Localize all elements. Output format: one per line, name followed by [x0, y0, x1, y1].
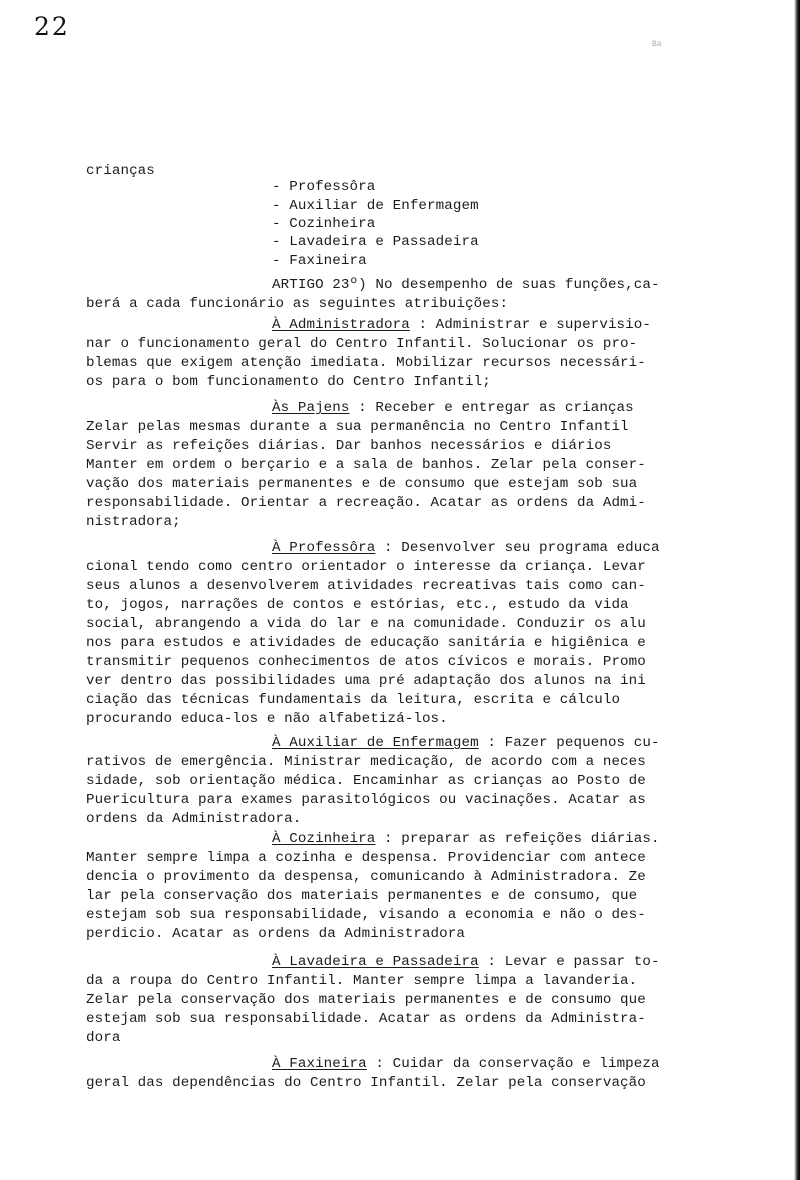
article-line: ARTIGO 23º) No desempenho de suas funções,ca-: [272, 277, 660, 293]
section-line: Manter em ordem o berçario e a sala de banhos. Zelar pela conser-: [86, 457, 646, 473]
section-line: sidade, sob orientação médica. Encaminhar as crianças ao Posto de: [86, 773, 646, 789]
role-item: - Professôra: [272, 179, 376, 195]
section-line: Manter sempre limpa a cozinha e despensa. Providenciar com antece: [86, 850, 646, 866]
section-line: lar pela conservação dos materiais permanentes e de consumo, que: [86, 888, 638, 904]
section-line: seus alunos a desenvolverem atividades recreativas tais como can-: [86, 578, 646, 594]
section-first-line: [272, 539, 660, 557]
section-first-line: [272, 953, 660, 971]
section-first-line: [272, 734, 660, 752]
section-heading: À Auxiliar de Enfermagem: [272, 735, 479, 751]
section-line: ordens da Administradora.: [86, 811, 302, 827]
role-item: - Faxineira: [272, 253, 367, 269]
section-line: dencia o provimento da despensa, comunicando à Administradora. Ze: [86, 869, 646, 885]
section-heading: À Professôra: [272, 540, 376, 556]
section-line: geral das dependências do Centro Infantil. Zelar pela conservação: [86, 1075, 646, 1091]
section-line: ciação das técnicas fundamentais da leitura, escrita e cálculo: [86, 692, 621, 708]
section-line: vação dos materiais permanentes e de consumo que estejam sob sua: [86, 476, 638, 492]
section-heading: À Cozinheira: [272, 831, 376, 847]
section-line: Servir as refeições diárias. Dar banhos necessários e diários: [86, 438, 612, 454]
section-first-line: [272, 316, 651, 334]
section-first-line: [272, 1055, 660, 1073]
section-line: transmitir pequenos conhecimentos de atos cívicos e morais. Promo: [86, 654, 646, 670]
section-line: estejam sob sua responsabilidade, visando a economia e não o des-: [86, 907, 646, 923]
section-line: rativos de emergência. Ministrar medicação, de acordo com a neces: [86, 754, 646, 770]
section-text: : Cuidar da conservação e limpeza: [366, 1056, 660, 1072]
section-line: ver dentro das possibilidades uma pré adaptação dos alunos na ini: [86, 673, 646, 689]
section-first-line: [272, 830, 660, 848]
role-item: - Cozinheira: [272, 216, 376, 232]
section-line: procurando educa-los e não alfabetizá-los.: [86, 711, 448, 727]
section-line: perdicio. Acatar as ordens da Administradora: [86, 926, 466, 942]
section-line: nar o funcionamento geral do Centro Infantil. Solucionar os pro-: [86, 336, 638, 352]
section-line: Puericultura para exames parasitológicos ou vacinações. Acatar as: [86, 792, 646, 808]
section-heading: À Administradora: [272, 317, 410, 333]
page-number: 22: [34, 12, 70, 41]
section-line: estejam sob sua responsabilidade. Acatar as ordens da Administra-: [86, 1011, 646, 1027]
section-text: : Desenvolver seu programa educa: [375, 540, 660, 556]
role-item: - Lavadeira e Passadeira: [272, 234, 479, 250]
role-item: - Auxiliar de Enfermagem: [272, 198, 479, 214]
section-line: cional tendo como centro orientador o interesse da criança. Levar: [86, 559, 646, 575]
scan-edge: [794, 0, 800, 1180]
section-line: to, jogos, narrações de contos e estórias, etc., estudo da vida: [86, 597, 629, 613]
section-text: : preparar as refeições diárias.: [375, 831, 660, 847]
intro-word: crianças: [86, 163, 155, 179]
section-line: os para o bom funcionamento do Centro Infantil;: [86, 374, 491, 390]
section-first-line: [272, 399, 634, 417]
section-line: social, abrangendo a vida do lar e na comunidade. Conduzir os alu: [86, 616, 646, 632]
section-line: dora: [86, 1030, 121, 1046]
section-line: blemas que exigem atenção imediata. Mobilizar recursos necessári-: [86, 355, 646, 371]
section-line: Zelar pelas mesmas durante a sua permanência no Centro Infantil: [86, 419, 629, 435]
section-line: nos para estudos e atividades de educação sanitária e higiênica e: [86, 635, 646, 651]
section-text: : Receber e entregar as crianças: [349, 400, 634, 416]
section-heading: À Lavadeira e Passadeira: [272, 954, 479, 970]
section-text: : Levar e passar to-: [478, 954, 660, 970]
section-line: responsabilidade. Orientar a recreação. Acatar as ordens da Admi-: [86, 495, 646, 511]
section-text: : Fazer pequenos cu-: [478, 735, 660, 751]
section-line: da a roupa do Centro Infantil. Manter sempre limpa a lavanderia.: [86, 973, 638, 989]
article-line: berá a cada funcionário as seguintes atribuições:: [86, 296, 509, 312]
section-heading: À Faxineira: [272, 1056, 367, 1072]
corner-mark: Ba: [652, 40, 662, 49]
section-heading: Às Pajens: [272, 400, 350, 416]
section-line: Zelar pela conservação dos materiais permanentes e de consumo que: [86, 992, 646, 1008]
section-text: : Administrar e supervisio-: [409, 317, 652, 333]
section-line: nistradora;: [86, 514, 181, 530]
